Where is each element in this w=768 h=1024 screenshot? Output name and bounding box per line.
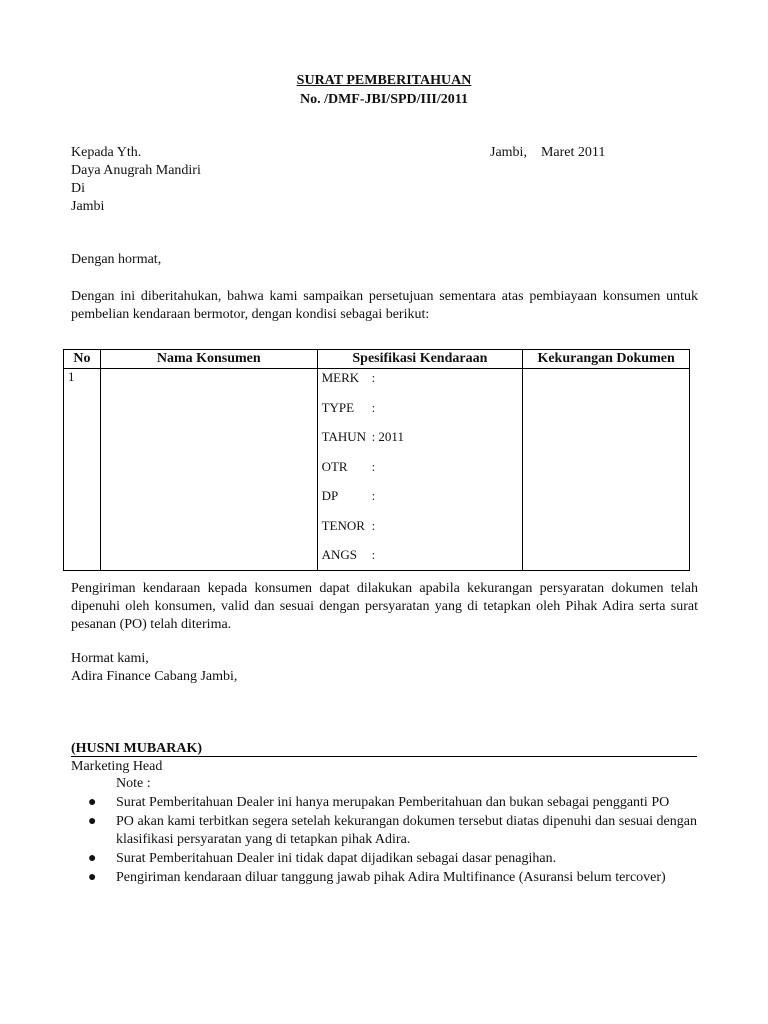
list-item: ● Surat Pemberitahuan Dealer ini tidak dapat dijadikan sebagai dasar penagihan. — [88, 851, 557, 866]
notes-label: Note : — [116, 776, 151, 791]
closing-line-2: Adira Finance Cabang Jambi, — [71, 669, 238, 684]
table-header-row — [64, 350, 690, 369]
recipient-line-4: Jambi — [71, 199, 105, 214]
header-nama-konsumen: Nama Konsumen — [100, 350, 317, 369]
bullet-icon: ● — [88, 851, 97, 866]
list-item: ● Surat Pemberitahuan Dealer ini hanya merupakan Pemberitahuan dan bukan sebagai pengganti PO — [88, 795, 670, 810]
bullet-icon: ● — [88, 870, 97, 885]
bullet-icon: ● — [88, 795, 97, 810]
header-kekurangan-dokumen: Kekurangan Dokumen — [523, 350, 690, 369]
recipient-line-2: Daya Anugrah Mandiri — [71, 163, 201, 178]
list-item: ● PO akan kami terbitkan segera setelah kekurangan dokumen tersebut diatas dipenuhi dan sesuai dengan klasifikasi persyaratan yang di tetapkan pihak Adira. — [88, 814, 697, 847]
spec-type: TYPE : — [321, 399, 376, 415]
approval-table — [63, 349, 690, 571]
spec-merk: MERK : — [321, 370, 376, 385]
cell-nama — [100, 369, 317, 571]
recipient-line-1: Kepada Yth. — [71, 145, 142, 160]
letter-number: No. /DMF-JBI/SPD/III/2011 — [299, 92, 468, 107]
greeting: Dengan hormat, — [71, 252, 162, 267]
spec-angs: ANGS : — [321, 547, 376, 562]
spec-tahun: TAHUN : 2011 — [321, 429, 404, 444]
signature-line — [71, 756, 697, 757]
spec-list — [322, 363, 519, 570]
intro-paragraph: Dengan ini diberitahukan, bahwa kami sampaikan persetujuan sementara atas pembiayaan konsumen untuk pembelian kendaraan bermotor, dengan kondisi sebagai berikut: — [71, 289, 698, 322]
list-item: ● Pengiriman kendaraan diluar tanggung jawab pihak Adira Multifinance (Asuransi belum tercover) — [88, 870, 666, 885]
cell-no: 1 — [64, 369, 101, 571]
letter-title: SURAT PEMBERITAHUAN — [296, 73, 472, 88]
spec-dp: DP : — [321, 488, 376, 503]
spec-tenor: TENOR : — [321, 517, 376, 533]
spec-otr: OTR : — [321, 458, 376, 474]
header-no: No — [64, 350, 101, 369]
bullet-icon: ● — [88, 814, 97, 829]
closing-line-1: Hormat kami, — [71, 651, 149, 666]
place-date: Jambi, Maret 2011 — [490, 145, 606, 160]
signatory-position: Marketing Head — [71, 759, 163, 774]
notes-list — [71, 794, 697, 888]
cell-spesifikasi — [317, 369, 523, 571]
header-spesifikasi: Spesifikasi Kendaraan — [317, 350, 523, 369]
cell-kekurangan — [523, 369, 690, 571]
signatory-name: (HUSNI MUBARAK) — [71, 741, 203, 756]
recipient-line-3: Di — [71, 181, 85, 196]
table-row — [64, 369, 690, 571]
delivery-paragraph: Pengiriman kendaraan kepada konsumen dapat dilakukan apabila kekurangan persyaratan dokumen telah dipenuhi oleh konsumen, valid dan sesuai dengan persyaratan yang di tetapkan oleh Pihak Adira serta surat pesanan (PO) telah diterima. — [71, 581, 698, 632]
